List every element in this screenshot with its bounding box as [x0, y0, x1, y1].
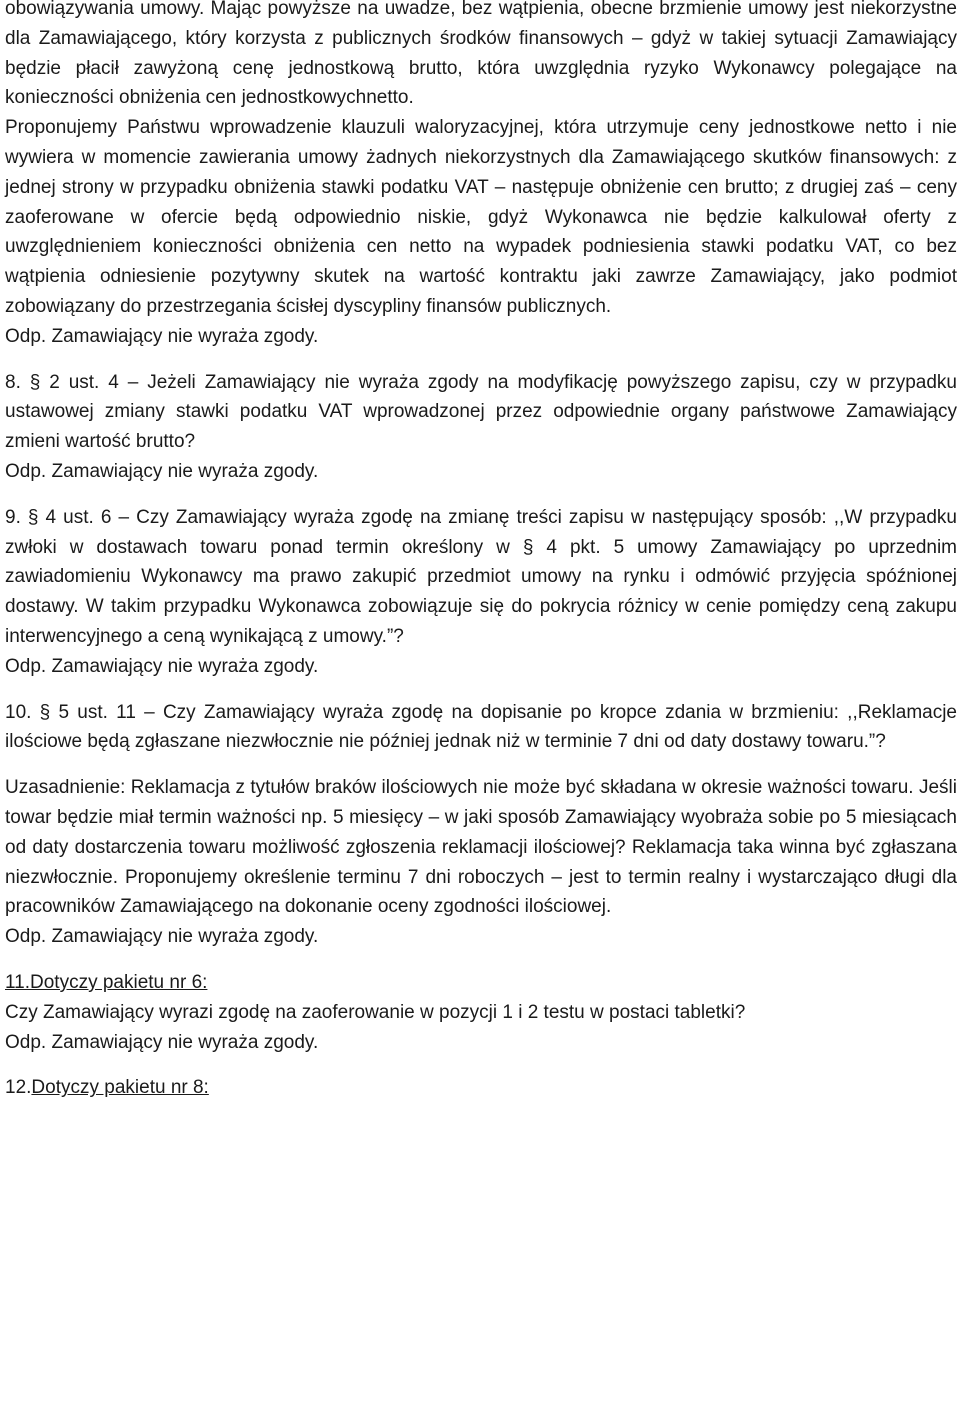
question-11: Czy Zamawiający wyrazi zgodę na zaoferowanie w pozycji 1 i 2 testu w postaci tabletki?	[5, 1001, 746, 1023]
heading-package-8-text: Dotyczy pakietu nr 8:	[31, 1077, 209, 1099]
answer-2: Odp. Zamawiający nie wyraża zgody.	[5, 460, 319, 482]
answer-3: Odp. Zamawiający nie wyraża zgody.	[5, 655, 319, 677]
answer-5: Odp. Zamawiający nie wyraża zgody.	[5, 1031, 319, 1053]
heading-package-6-text: 11.Dotyczy pakietu nr 6:	[5, 971, 208, 993]
paragraph-intro: obowiązywania umowy. Mając powyższe na uwadze, bez wątpienia, obecne brzmienie umowy jest niekorzystne dla Zamawiającego, który korzysta z publicznych środków finansowych – gdyż w takiej sytuacji Zamawiający będzie płacił zawyżoną cenę jednostkową brutto, która uwzględnia ryzyko Wykonawcy polegające na konieczności obniżenia cen jednostkowychnetto.	[5, 0, 957, 109]
justification: Uzasadnienie: Reklamacja z tytułów braków ilościowych nie może być składana w okresie ważności towaru. Jeśli towar będzie miał termin ważności np. 5 miesięcy – w jaki sposób Zamawiający wyobraża sobie po 5 miesiącach od daty dostarczenia towaru możliwość zgłoszenia reklamacji ilościowej? Reklamacja taka winna być zgłaszana niezwłocznie. Proponujemy określenie terminu 7 dni roboczych – jest to termin realny i wystarczająco długi dla pracowników Zamawiającego na dokonanie oceny zgodności ilościowej.	[5, 777, 957, 918]
question-10: 10. § 5 ust. 11 – Czy Zamawiający wyraża zgodę na dopisanie po kropce zdania w brzmieniu: ,,Reklamacje ilościowe będą zgłaszane niezwłocznie nie później jednak niż w terminie 7 dni od daty dostawy towaru.”?	[5, 701, 957, 753]
answer-1: Odp. Zamawiający nie wyraża zgody.	[5, 325, 319, 347]
question-9: 9. § 4 ust. 6 – Czy Zamawiający wyraża zgodę na zmianę treści zapisu w następujący sposób: ,,W przypadku zwłoki w dostawach towaru ponad termin określony w § 4 pkt. 5 umowy Zamawiający po uprzednim zawiadomieniu Wykonawcy ma prawo zakupić przedmiot umowy na rynku i odmówić przyjęcia spóźnionej dostawy. W takim przypadku Wykonawca zobowiązuje się do pokrycia różnicy w cenie pomiędzy ceną zakupu interwencyjnego a ceną wynikającą z umowy.”?	[5, 506, 957, 647]
paragraph-proposal: Proponujemy Państwu wprowadzenie klauzuli waloryzacyjnej, która utrzymuje ceny jednostkowe netto i nie wywiera w momencie zawierania umowy żadnych niekorzystnych dla Zamawiającego skutków finansowych: z jednej strony w przypadku obniżenia stawki podatku VAT – następuje obniżenie cen brutto; z drugiej zaś – ceny zaoferowane w ofercie będą odpowiednio niskie, gdyż Wykonawca nie będzie kalkulował oferty z uwzględnieniem konieczności obniżenia cen netto na wypadek podniesienia stawki podatku VAT, co bez wątpienia odniesienie pozytywny skutek na wartość kontraktu jaki zawrze Zamawiający, jako podmiot zobowiązany do przestrzegania ścisłej dyscypliny finansów publicznych.	[5, 117, 957, 317]
heading-package-8	[5, 1073, 957, 1103]
heading-package-6	[5, 968, 957, 998]
heading-package-8-number: 12.	[5, 1077, 32, 1099]
answer-4: Odp. Zamawiający nie wyraża zgody.	[5, 926, 319, 948]
document-page	[5, 0, 957, 1103]
question-8: 8. § 2 ust. 4 – Jeżeli Zamawiający nie wyraża zgody na modyfikację powyższego zapisu, czy w przypadku ustawowej zmiany stawki podatku VAT wprowadzonej przez odpowiednie organy państwowe Zamawiający zmieni wartość brutto?	[5, 371, 957, 453]
